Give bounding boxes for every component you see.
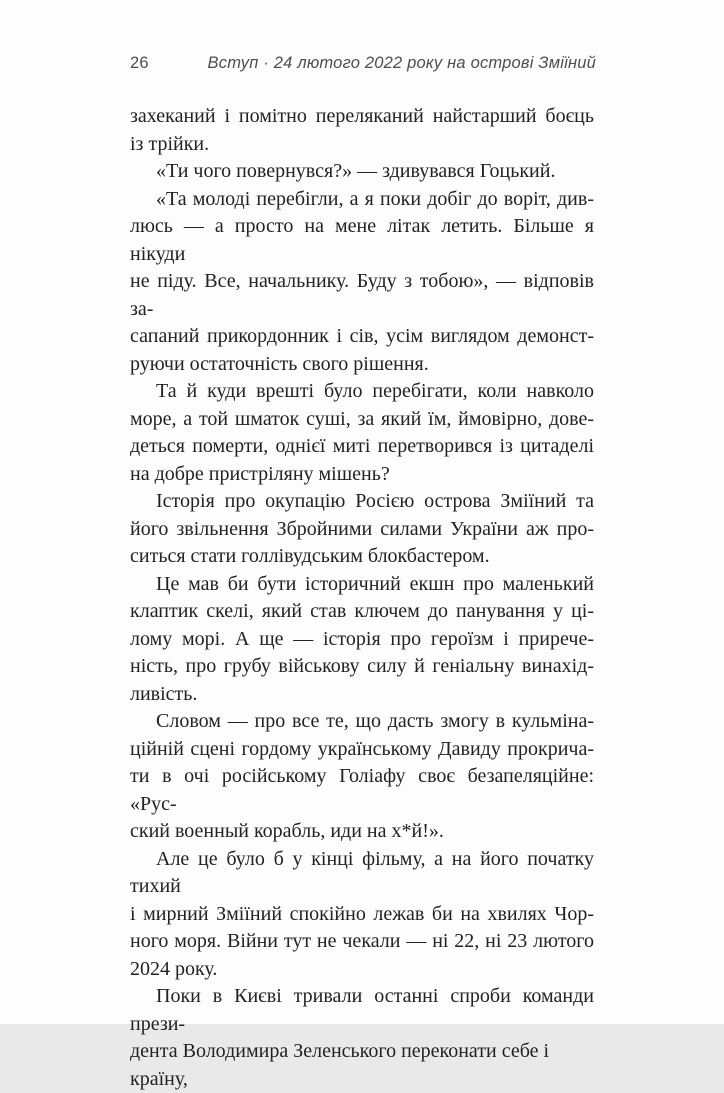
text-line: ти в очі російському Голіафу своє безапеляційне: «Рус- [130,765,594,815]
text-line: Але це було б у кінці фільму, а на його початку тихий [130,847,594,897]
text-line: люсь — а просто на мене літак летить. Більше я нікуди [130,215,594,265]
running-title: Вступ · 24 лютого 2022 року на острові Зміїний [207,54,596,72]
text-line: ливість. [130,682,198,705]
text-line: Історія про окупацію Росією острова Зміїний та [156,490,594,512]
text-line: сапаний прикордонник і сів, усім виглядом демонст- [130,325,594,347]
text-line: «Та молоді перебігли, а я поки добіг до воріт, див- [156,187,594,210]
text-line: Поки в Києві тривали останні спроби команди прези- [130,985,594,1035]
text-line: море, а той шматок суші, за який їм, ймовірно, дове- [130,407,594,430]
text-line: ного моря. Війни тут не чекали — ні 22, ні 23 лютого [130,930,594,952]
text-line: ність, про грубу військову силу й геніальну винахід- [130,655,594,677]
paragraph [130,571,594,709]
paragraph [130,158,594,186]
text-line: «Ти чого повернувся?» — здивувався Гоцький. [156,160,556,182]
paragraph [130,488,594,571]
paragraph [130,378,594,488]
text-line: ситься стати голлівудським блокбастером. [130,545,490,567]
text-line: лому морі. А ще — історія про героїзм і прирече- [130,627,594,650]
text-line: 2024 року. [130,957,218,980]
running-header [130,54,596,73]
text-line: Та й куди врешті було перебігати, коли навколо [156,380,594,402]
text-line: і мирний Зміїний спокійно лежав би на хвилях Чор- [130,902,594,925]
text-line: клаптик скелі, який став ключем до панування у ці- [130,600,594,622]
text-line: на добре пристріляну мішень? [130,462,390,485]
paragraph [130,846,594,984]
paragraph [130,186,594,379]
page-number: 26 [130,54,149,72]
text-line: дента Володимира Зеленського переконати себе і країну, [130,1040,550,1090]
paragraph [130,708,594,846]
text-content [130,103,594,1093]
text-line: Словом — про все те, що дасть змогу в кульміна- [156,710,594,732]
text-line: деться померти, однієї миті перетворився із цитаделі [130,435,594,457]
text-line: ційній сцені гордому українському Давиду прокрича- [130,737,594,760]
text-line: захеканий і помітно переляканий найстарший боєць [130,105,594,127]
text-line: із трійки. [130,132,210,155]
paragraph [130,983,594,1093]
text-line: його звільнення Збройними силами України аж про- [130,517,594,540]
text-line: руючи остаточність свого рішення. [130,352,429,375]
text-line: Це мав би бути історичний екшн про маленький [156,572,594,595]
text-line: не піду. Все, начальнику. Буду з тобою», — відповів за- [130,270,594,320]
paragraph [130,103,594,158]
text-line: ский военный корабль, иди на х*й!». [130,820,444,842]
